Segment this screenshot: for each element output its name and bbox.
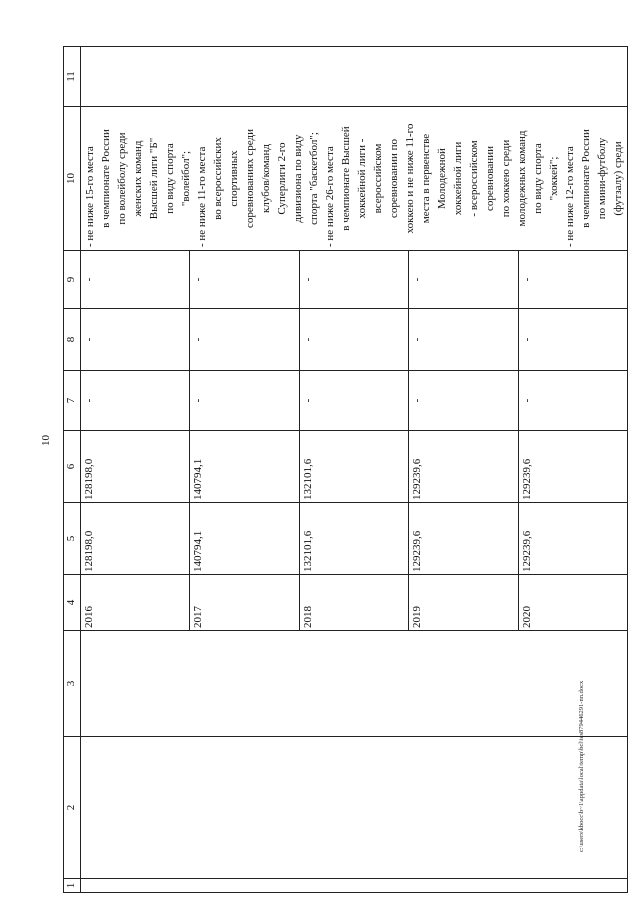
- value-cell-6: 132101,6: [299, 431, 408, 503]
- footer-file-path: c:\users\kbocc\b~1\appdata\local\temp\bcl\tes879446291-nn.docx: [578, 680, 585, 852]
- value-cell-6: 128198,0: [81, 431, 190, 503]
- criteria-line: - не ниже 11-го места: [196, 146, 208, 247]
- value-cell-5: 129239,6: [518, 503, 627, 575]
- criteria-line: соревнованиях среди: [244, 129, 256, 228]
- value-cell-8: -: [299, 309, 408, 371]
- criteria-line: Суперлиги 2-го: [276, 142, 288, 215]
- criteria-line: во всероссийских: [212, 137, 224, 220]
- criteria-line: дивизиона по виду: [292, 134, 304, 223]
- col-header-1: 1: [64, 879, 81, 893]
- criteria-line: Молодежной: [436, 148, 448, 209]
- col-header-7: 7: [64, 371, 81, 431]
- col-header-6: 6: [64, 431, 81, 503]
- criteria-line: хоккейной лиги -: [356, 138, 368, 219]
- table-row: [81, 47, 190, 893]
- value-cell-8: -: [190, 309, 299, 371]
- cell-col3: [81, 631, 628, 737]
- criteria-line: места в первенстве: [420, 133, 432, 224]
- criteria-line: Высшей лиги "Б": [148, 137, 160, 220]
- year-cell: 2020: [518, 575, 627, 631]
- value-cell-9: -: [409, 251, 518, 309]
- col-header-11: 11: [64, 47, 81, 107]
- criteria-line: в чемпионате России: [580, 129, 592, 228]
- value-cell-9: -: [190, 251, 299, 309]
- criteria-line: по волейболу среди: [116, 132, 128, 225]
- cell-col11: [81, 47, 628, 107]
- criteria-line: - не ниже 15-го места: [84, 146, 96, 247]
- criteria-line: хоккею и не ниже 11-го: [404, 123, 416, 234]
- page-number: 10: [40, 435, 52, 446]
- col-header-9: 9: [64, 251, 81, 309]
- value-cell-8: -: [518, 309, 627, 371]
- year-cell: 2019: [409, 575, 518, 631]
- criteria-line: спорта "баскетбол";: [308, 132, 320, 225]
- value-cell-6: 140794,1: [190, 431, 299, 503]
- criteria-line: по виду спорта: [532, 143, 544, 214]
- value-cell-5: 128198,0: [81, 503, 190, 575]
- value-cell-8: -: [81, 309, 190, 371]
- year-cell: 2017: [190, 575, 299, 631]
- criteria-line: в чемпионате Высшей: [340, 126, 352, 231]
- cell-col1: [81, 879, 628, 893]
- criteria-line: в чемпионате России: [100, 129, 112, 228]
- cell-col2: [81, 737, 628, 879]
- criteria-line: - всероссийском: [468, 140, 480, 217]
- criteria-cell: [81, 107, 628, 251]
- criteria-line: хоккейной лиги: [452, 141, 464, 216]
- year-cell: 2016: [81, 575, 190, 631]
- value-cell-7: -: [190, 371, 299, 431]
- year-cell: 2018: [299, 575, 408, 631]
- value-cell-5: 140794,1: [190, 503, 299, 575]
- criteria-line: соревновании по: [388, 138, 400, 219]
- value-cell-7: -: [409, 371, 518, 431]
- value-cell-7: -: [81, 371, 190, 431]
- col-header-3: 3: [64, 631, 81, 737]
- criteria-line: спортивных: [228, 150, 240, 207]
- col-header-10: 10: [64, 107, 81, 251]
- value-cell-7: -: [299, 371, 408, 431]
- value-cell-7: -: [518, 371, 627, 431]
- rotated-table-frame: [63, 47, 624, 893]
- value-cell-5: 129239,6: [409, 503, 518, 575]
- criteria-line: женских команд: [132, 140, 144, 217]
- criteria-line: (футзалу) среди: [612, 141, 624, 216]
- criteria-line: молодежных команд: [516, 130, 528, 227]
- value-cell-5: 132101,6: [299, 503, 408, 575]
- criteria-line: по виду спорта: [164, 143, 176, 214]
- value-cell-8: -: [409, 309, 518, 371]
- criteria-line: всероссийском: [372, 143, 384, 214]
- value-cell-9: -: [81, 251, 190, 309]
- value-cell-9: -: [299, 251, 408, 309]
- header-row: [64, 47, 81, 893]
- value-cell-9: -: [518, 251, 627, 309]
- col-header-5: 5: [64, 503, 81, 575]
- value-cell-6: 129239,6: [518, 431, 627, 503]
- criteria-line: по хоккею среди: [500, 139, 512, 218]
- criteria-line: клубов/команд: [260, 144, 272, 213]
- criteria-line: - не ниже 12-го места: [564, 146, 576, 247]
- criteria-line: соревновании: [484, 146, 496, 211]
- criteria-line: "хоккей";: [548, 156, 560, 201]
- col-header-4: 4: [64, 575, 81, 631]
- value-cell-6: 129239,6: [409, 431, 518, 503]
- criteria-line: - не ниже 26-го места: [324, 146, 336, 247]
- criteria-line: "волейбол";: [180, 150, 192, 207]
- criteria-line: по мини-футболу: [596, 137, 608, 220]
- col-header-2: 2: [64, 737, 81, 879]
- data-table: [63, 46, 628, 893]
- col-header-8: 8: [64, 309, 81, 371]
